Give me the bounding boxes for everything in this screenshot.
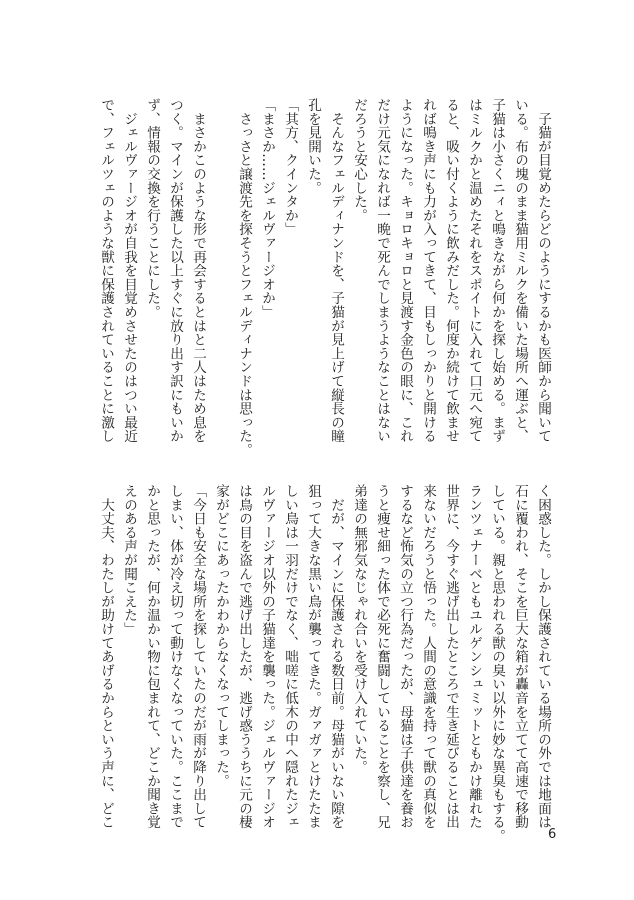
text-line: で、フェルツェのような獣に保護されていることに激し: [98, 98, 114, 443]
page-number: 6: [548, 827, 557, 842]
text-line: えのある声が聞こえた」: [121, 484, 137, 636]
text-line: ランツェナーベともユルゲンシュミットともかけ離れた: [466, 484, 482, 829]
text-line: ルヴァージオ以外の子猫達を襲った。ジェルヴァージオ: [259, 484, 275, 829]
upper-text-block: [94, 98, 554, 457]
text-line: く困惑した。しかし保護されている場所の外では地面は: [535, 484, 551, 829]
text-line: 弟達の無邪気なじゃれ合いを受け入れていた。: [351, 484, 367, 774]
text-line: ず、情報の交換を行うことにした。: [144, 98, 160, 319]
text-line: まさかこのような形で再会するとはと二人はため息を: [190, 98, 206, 443]
text-line: れば鳴き声にも力が入ってきて、目もしっかりと開ける: [420, 98, 436, 443]
text-line: するなど怖気の立つ行為だったが、母猫は子供達を養お: [397, 484, 413, 829]
text-line: 来ないだろうと悟った。人間の意識を持って獣の真似を: [420, 484, 436, 829]
text-line: 家がどこにあったかわからなくなってしまった。: [213, 484, 229, 788]
text-line: かと思ったが、何か温かい物に包まれて、どこか聞き覚: [144, 484, 160, 829]
text-line: 「今日も安全な場所を探していたのだが雨が降り出して: [190, 484, 206, 829]
text-line: [209, 98, 232, 428]
text-line: 「まさか……ジェルヴァージオか」: [259, 98, 275, 319]
text-line: しまい、体が冷え切って動けなくなっていた。ここまで: [167, 484, 183, 829]
text-line: だけ元気になれば一晩で死んでしまうようなことはない: [374, 98, 390, 443]
text-line: しい鳥は一羽だけでなく、咄嗟に低木の中へ隠れたジェ: [282, 484, 298, 829]
text-line: うと痩せ細った体で必死に奮闘していることを察し、兄: [374, 484, 390, 829]
text-line: 石に覆われ、そこを巨大な箱が轟音を立てて高速で移動: [512, 484, 528, 829]
text-line: だろうと安心した。: [351, 98, 367, 223]
text-line: 狙って大きな黒い鳥が襲ってきた。ガァガァとけたたま: [305, 484, 321, 829]
text-line: さっさと譲渡先を探そうとフェルディナンドは思った。: [236, 98, 252, 457]
text-line: 大丈夫、わたしが助けてあげるからという声に、どこ: [98, 484, 114, 829]
text-line: ようになった。キョロキョロと見渡す金色の眼に、これ: [397, 98, 413, 443]
text-line: は鳥の目を盗んで逃げ出したが、逃げ惑ううちに元の棲: [236, 484, 252, 829]
text-line: 子猫は小さくニィと鳴きながら何かを探し始める。まず: [489, 98, 505, 443]
lower-text-block: [94, 484, 554, 843]
text-line: つく。マインが保護した以上すぐに放り出す訳にもいか: [167, 98, 183, 443]
text-line: 世界に、今すぐ逃げ出したところで生き延びることは出: [443, 484, 459, 829]
text-line: 子猫が目覚めたらどのようにするかも医師から聞いて: [535, 98, 551, 443]
text-line: いる。布の塊のまま猫用ミルクを備いた場所へ運ぶと、: [512, 98, 528, 443]
text-line: そんなフェルディナンドを、子猫が見上げて縦長の瞳: [328, 98, 344, 443]
text-line: ると、吸い付くように飲みだした。何度か続けて飲ませ: [443, 98, 459, 443]
text-line: だが、マインに保護される数日前。母猫がいない隙を: [328, 484, 344, 829]
text-line: はミルクかと温めたそれをスポイトに入れて口元へ宛て: [466, 98, 482, 443]
text-line: 孔を見開いた。: [305, 98, 321, 195]
text-line: している。親と思われる獣の臭い以外に妙な異臭もする。: [489, 484, 505, 843]
text-line: ジェルヴァージオが自我を目覚めさせたのはつい最近: [121, 98, 137, 443]
text-line: 「其方、クインタか」: [282, 98, 298, 236]
